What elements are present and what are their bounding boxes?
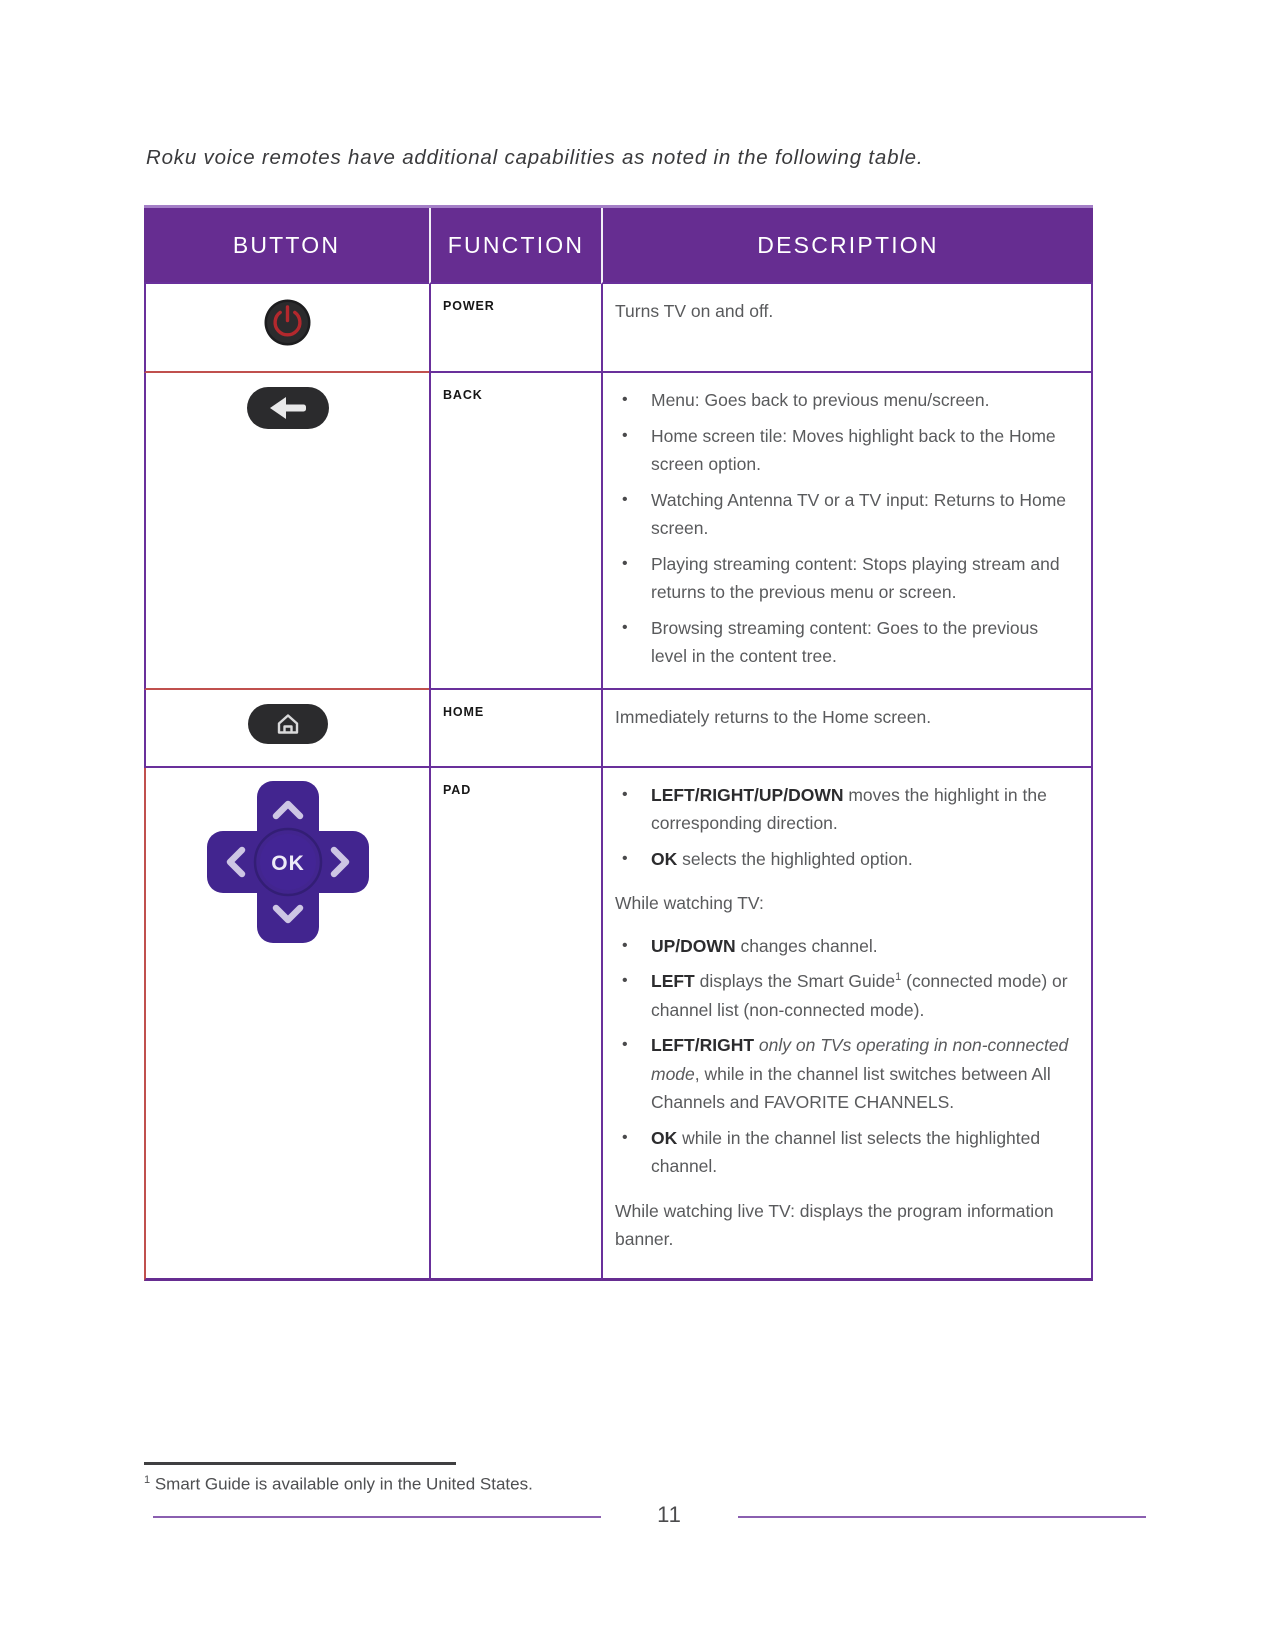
- bullet-dot: •: [622, 785, 628, 803]
- bullet-dot: •: [622, 1128, 628, 1146]
- footnote-marker: 1: [144, 1474, 151, 1486]
- bullet-dot: •: [622, 849, 628, 867]
- power-button-icon: [264, 299, 311, 346]
- back-button-icon: [246, 386, 330, 430]
- remote-buttons-table: [144, 205, 1093, 1281]
- table-row-power: [144, 284, 1093, 373]
- footer-rule-left: [153, 1516, 601, 1518]
- dpad-icon: [207, 781, 369, 943]
- description-paragraph: While watching TV:: [615, 893, 764, 913]
- bullet-dot: •: [622, 972, 628, 989]
- button-cell-back: [144, 373, 429, 690]
- description-bullet: • LEFT displays the Smart Guide$^1$ (connected mode) or channel list (non-connected mode).: [615, 967, 1077, 1024]
- description-bullet: • Watching Antenna TV or a TV input: Returns to Home screen.: [615, 486, 1077, 543]
- bullet-dot: •: [622, 1036, 628, 1053]
- table-row-home: [144, 690, 1093, 768]
- home-button-icon: [247, 703, 329, 745]
- function-cell-home: HOME: [429, 690, 601, 768]
- description-bullet: • OK selects the highlighted option.: [615, 845, 1077, 874]
- bullet-dot: •: [622, 936, 628, 954]
- header-cell-description: DESCRIPTION: [601, 208, 1093, 284]
- footnote-text: $^1$ Smart Guide is available only in the United States.: [144, 1474, 533, 1494]
- description-paragraph: Turns TV on and off.: [615, 301, 774, 321]
- bullet-dot: •: [622, 426, 628, 444]
- header-cell-button: BUTTON: [144, 208, 429, 284]
- description-bullet: • LEFT/RIGHT only on TVs operating in non-connected mode, while in the channel list switches between All Channels and FAVORITE CHANNELS.: [615, 1031, 1077, 1117]
- description-bullet: • LEFT/RIGHT/UP/DOWN moves the highlight in the corresponding direction.: [615, 781, 1077, 838]
- footer-rule-right: [738, 1516, 1146, 1518]
- page-number: 11: [657, 1502, 682, 1527]
- description-bullet: • Menu: Goes back to previous menu/screen.: [615, 386, 1077, 415]
- description-cell-back: [601, 373, 1093, 690]
- table-header-row: [144, 205, 1093, 284]
- description-bullet: • OK while in the channel list selects the highlighted channel.: [615, 1124, 1077, 1181]
- bullet-dot: •: [622, 391, 628, 408]
- bullet-dot: •: [622, 618, 628, 636]
- description-paragraph: While watching live TV: displays the program information banner.: [615, 1200, 1054, 1249]
- button-cell-home: [144, 690, 429, 768]
- description-bullet: • Home screen tile: Moves highlight back to the Home screen option.: [615, 422, 1077, 479]
- button-cell-power: [144, 284, 429, 373]
- description-bullet: • Playing streaming content: Stops playing stream and returns to the previous menu or screen.: [615, 550, 1077, 607]
- description-cell-home: [601, 690, 1093, 768]
- function-cell-power: POWER: [429, 284, 601, 373]
- table-row-back: [144, 373, 1093, 690]
- description-paragraph: Immediately returns to the Home screen.: [615, 706, 932, 727]
- description-cell-power: [601, 284, 1093, 373]
- button-cell-pad: [144, 768, 429, 1281]
- header-cell-function: FUNCTION: [429, 208, 601, 284]
- table-row-pad: [144, 768, 1093, 1281]
- intro-text: Roku voice remotes have additional capabilities as noted in the following table.: [146, 146, 924, 169]
- function-cell-pad: PAD: [429, 768, 601, 1281]
- footnote-rule: [144, 1462, 456, 1465]
- function-cell-back: BACK: [429, 373, 601, 690]
- description-cell-pad: [601, 768, 1093, 1281]
- bullet-dot: •: [622, 554, 628, 572]
- ok-button-label: OK: [270, 851, 305, 875]
- description-bullet: • Browsing streaming content: Goes to the previous level in the content tree.: [615, 614, 1077, 671]
- bullet-dot: •: [622, 490, 628, 508]
- description-bullet: • UP/DOWN changes channel.: [615, 932, 1077, 961]
